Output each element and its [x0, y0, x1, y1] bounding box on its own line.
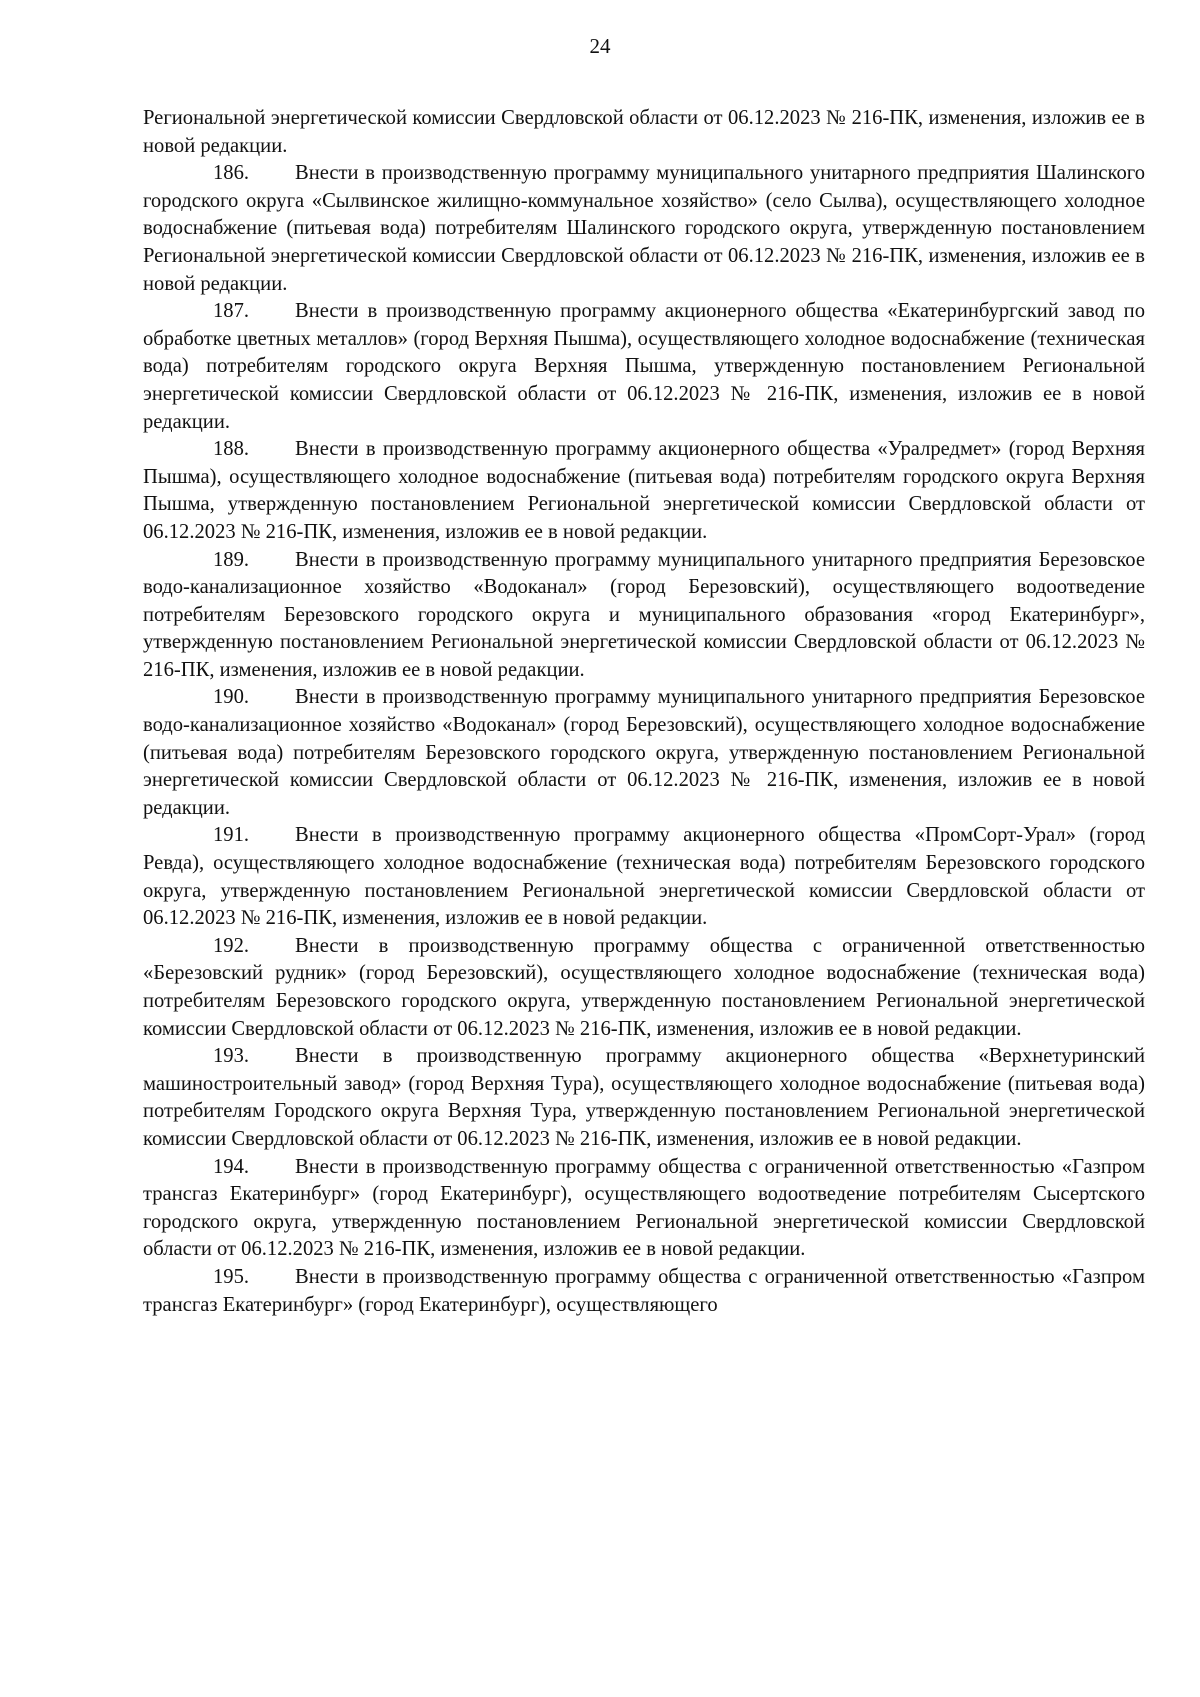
list-item: [143, 684, 1145, 822]
item-number: 187.: [213, 300, 250, 323]
item-number: 195.: [213, 1265, 250, 1288]
list-item: [143, 547, 1145, 685]
item-text: Внести в производственную программу акционерного общества «ПромСорт-Урал» (город Ревда), осуществляющего холодное водоснабжение (техническая вода) потребителям Березовского городского округа, утвержденную постановлением Региональной энергетической комиссии Свердловской области от 06.12.2023 № 216-ПК, изменения, изложив ее в новой редакции.: [143, 824, 1145, 930]
list-item: [143, 436, 1145, 546]
item-text: Внести в производственную программу общества с ограниченной ответственностью «Березовский рудник» (город Березовский), осуществляющего холодное водоснабжение (техническая вода) потребителям Березовского городского округа, утвержденную постановлением Региональной энергетической комиссии Свердловской области от 06.12.2023 № 216-ПК, изменения, изложив ее в новой редакции.: [143, 934, 1145, 1040]
item-number: 193.: [213, 1045, 250, 1068]
list-item: [143, 298, 1145, 436]
intro-paragraph: Региональной энергетической комиссии Свердловской области от 06.12.2023 № 216-ПК, изменения, изложив ее в новой редакции.: [143, 107, 1145, 157]
item-number: 189.: [213, 548, 250, 571]
item-text: Внести в производственную программу акционерного общества «Уралредмет» (город Верхняя Пышма), осуществляющего холодное водоснабжение (питьевая вода) потребителям городского округа Верхняя Пышма, утвержденную постановлением Региональной энергетической комиссии Свердловской области от 06.12.2023 № 216-ПК, изменения, изложив ее в новой редакции.: [143, 438, 1145, 543]
item-number: 186.: [213, 162, 250, 185]
item-text: Внести в производственную программу муниципального унитарного предприятия Березовское водо-канализационное хозяйство «Водоканал» (город Березовский), осуществляющего холодное водоснабжение (питьевая вода) потребителям Березовского городского округа, утвержденную постановлением Региональной энергетической комиссии Свердловской области от 06.12.2023 № 216-ПК, изменения, изложив ее в новой редакции.: [143, 686, 1145, 819]
list-item: [143, 822, 1145, 932]
item-text: Внести в производственную программу муниципального унитарного предприятия Шалинского городского округа «Сылвинское жилищно-коммунальное хозяйство» (село Сылва), осуществляющего холодное водоснабжение (питьевая вода) потребителям Шалинского городского округа, утвержденную постановлением Региональной энергетической комиссии Свердловской области от 06.12.2023 № 216-ПК, изменения, изложив ее в новой редакции.: [143, 162, 1145, 295]
item-text: Внести в производственную программу муниципального унитарного предприятия Березовское водо-канализационное хозяйство «Водоканал» (город Березовский), осуществляющего водоотведение потребителям Березовского городского округа и муниципального образования «город Екатеринбург», утвержденную постановлением Региональной энергетической комиссии Свердловской области от 06.12.2023 № 216-ПК, изменения, изложив ее в новой редакции.: [143, 548, 1145, 681]
item-number: 192.: [213, 934, 250, 957]
list-item: [143, 1043, 1145, 1153]
item-number: 188.: [213, 438, 250, 461]
item-text: Внести в производственную программу общества с ограниченной ответственностью «Газпром трансгаз Екатеринбург» (город Екатеринбург), осуществляющего: [143, 1265, 1145, 1316]
list-item: [143, 1264, 1145, 1319]
item-number: 194.: [213, 1155, 250, 1178]
item-number: 191.: [213, 824, 250, 847]
item-text: Внести в производственную программу акционерного общества «Екатеринбургский завод по обработке цветных металлов» (город Верхняя Пышма), осуществляющего холодное водоснабжение (техническая вода) потребителям городского округа Верхняя Пышма, утвержденную постановлением Региональной энергетической комиссии Свердловской области от 06.12.2023 № 216-ПК, изменения, изложив ее в новой редакции.: [143, 300, 1145, 433]
item-text: Внести в производственную программу общества с ограниченной ответственностью «Газпром трансгаз Екатеринбург» (город Екатеринбург), осуществляющего водоотведение потребителям Сысертского городского округа, утвержденную постановлением Региональной энергетической комиссии Свердловской области от 06.12.2023 № 216-ПК, изменения, изложив ее в новой редакции.: [143, 1155, 1145, 1261]
document-body: [143, 105, 1145, 1319]
list-item: [143, 1154, 1145, 1264]
list-item: [143, 933, 1145, 1043]
item-text: Внести в производственную программу акционерного общества «Верхнетуринский машиностроительный завод» (город Верхняя Тура), осуществляющего холодное водоснабжение (питьевая вода) потребителям Городского округа Верхняя Тура, утвержденную постановлением Региональной энергетической комиссии Свердловской области от 06.12.2023 № 216-ПК, изменения, изложив ее в новой редакции.: [143, 1045, 1145, 1150]
item-number: 190.: [213, 686, 250, 709]
page-number: 24: [589, 34, 611, 58]
list-item: [143, 160, 1145, 298]
